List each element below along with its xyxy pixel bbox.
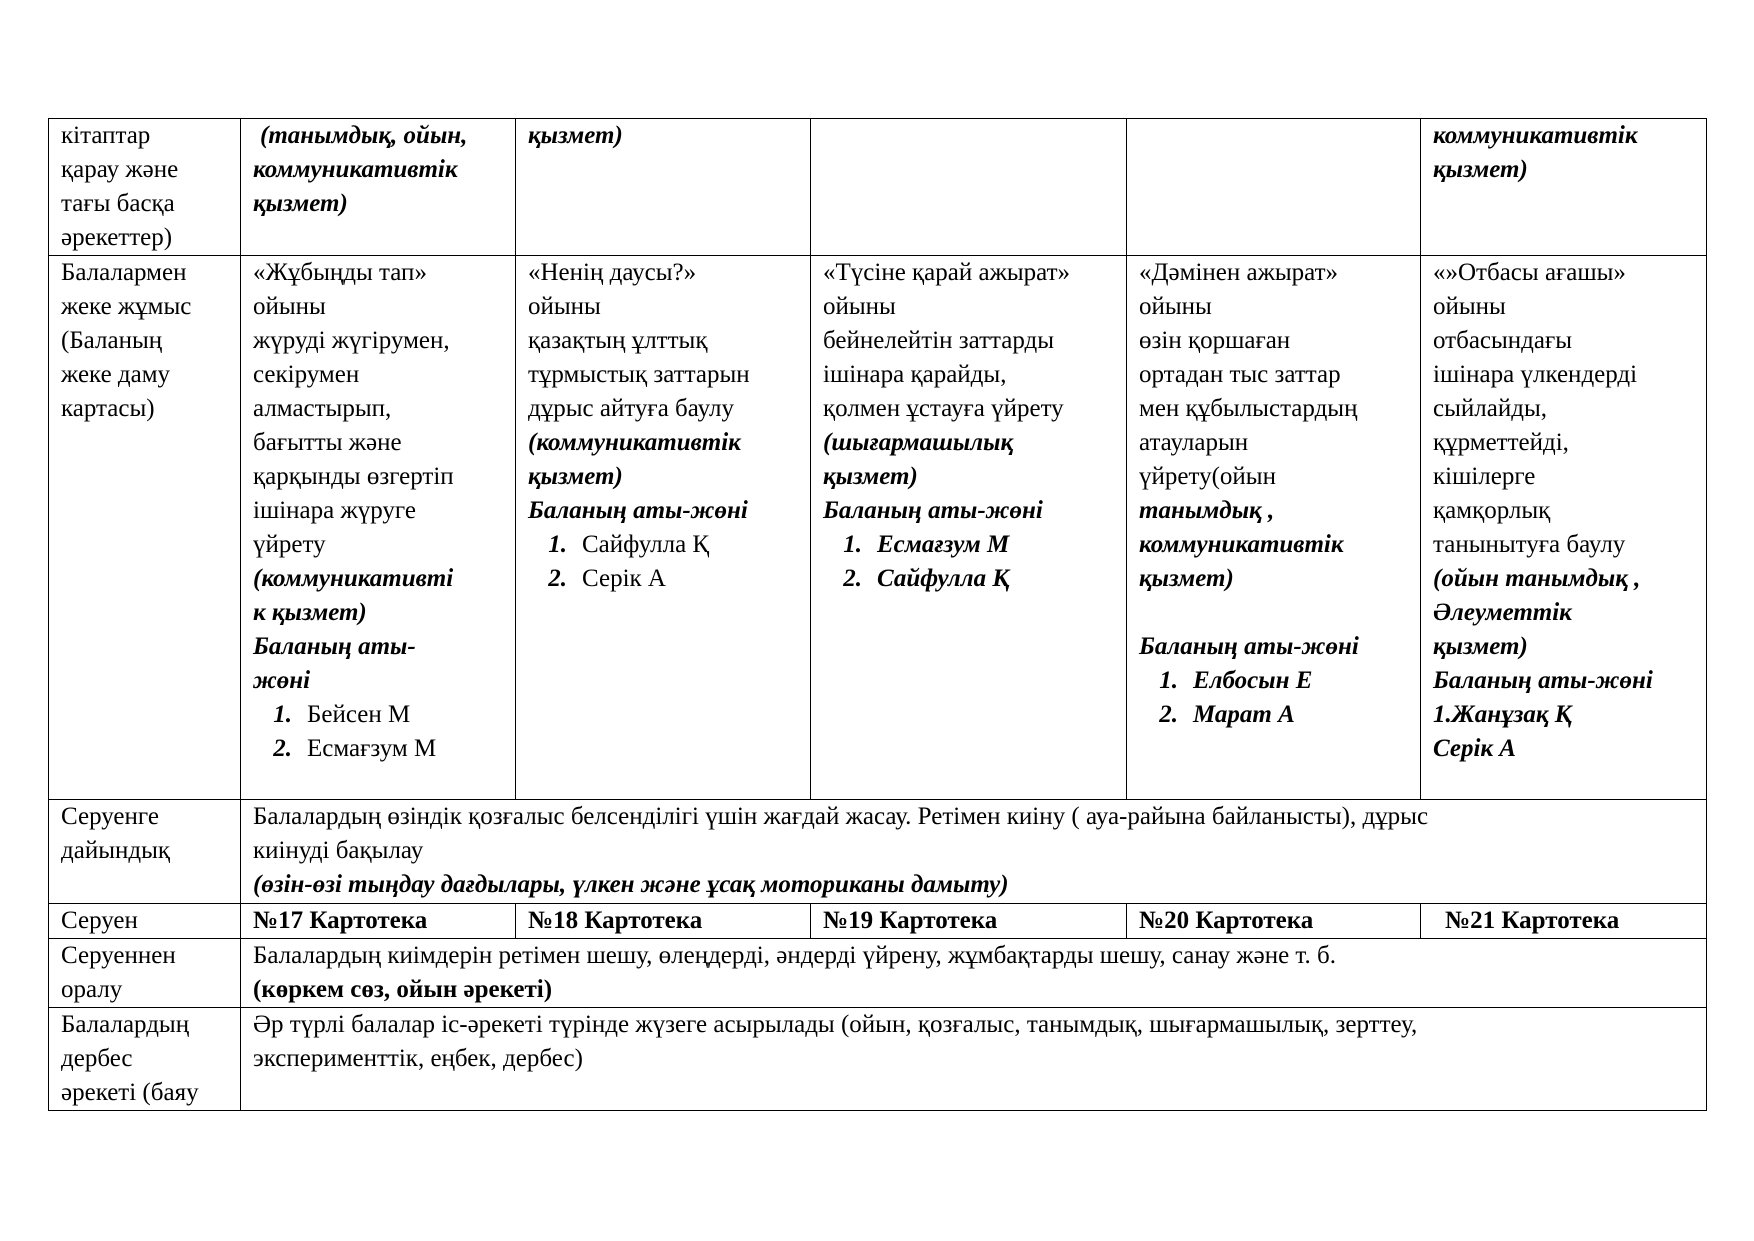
plan-table [48,118,1707,1111]
books-cell-4 [1127,119,1421,256]
child-list-item: 2. Сайфулла Қ [843,565,1010,592]
row-free [49,1008,1707,1111]
label-prep: Серуенге дайындық [49,800,241,904]
label-free: Балалардың дербес әрекеті (баяу [49,1008,241,1111]
row-books [49,119,1707,256]
individual-cell-3: «Түсіне қарай ажырат» ойыны бейнелейтін заттарды ішінара қарайды, қолмен ұстауға үйрету (шығармашылық қызмет) Баланың аты-жөні 1. Есмағзум М 2. Сайфулла Қ [811,256,1127,800]
individual-cell-1: «Жұбыңды тап» ойыны жүруді жүгірумен, секірумен алмастырып, бағытты және қарқынды өзгертіп ішінара жүруге үйрету (коммуникативті к қызмет) Баланың аты- жөні 1. Бейсен М 2. Есмағзум М [241,256,516,800]
child-list-item: Серік А [1433,735,1516,762]
child-list-item: 1. Бейсен М [273,701,411,728]
return-content: Балалардың киімдерін ретімен шешу, өлеңдерді, әндерді үйрену, жұмбақтарды шешу, санау және т. б. (көркем сөз, ойын әрекеті) [241,939,1707,1008]
row-individual [49,256,1707,800]
prep-content: Балалардың өзіндік қозғалыс белсенділігі үшін жағдай жасау. Ретімен киіну ( ауа-райына байланысты), дұрыс киінуді бақылау (өзін-өзі тыңдау дағдылары, үлкен және ұсақ моториканы дамыту) [241,800,1707,904]
walk-card-5: №21 Картотека [1421,904,1707,939]
label-individual: Балалармен жеке жұмыс (Баланың жеке даму картасы) [49,256,241,800]
child-list-item: 2. Серік А [548,565,666,592]
row-walk [49,904,1707,939]
walk-card-1: №17 Картотека [241,904,516,939]
label-return: Серуеннен оралу [49,939,241,1008]
walk-card-4: №20 Картотека [1127,904,1421,939]
child-list-item: 1. Сайфулла Қ [548,531,710,558]
label-books: кітаптар қарау және тағы басқа әрекеттер) [49,119,241,256]
label-walk: Серуен [49,904,241,939]
individual-cell-5: «»Отбасы ағашы» ойыны отбасындағы ішінара үлкендерді сыйлайды, құрметтейді, кішілерге қамқорлық танынытуға баулу (ойын танымдық , Әлеуметтік қызмет) Баланың аты-жөні 1.Жанұзақ Қ Серік А [1421,256,1707,800]
row-return [49,939,1707,1008]
child-list-item: 2. Есмағзум М [273,735,437,762]
child-list-item: 1. Елбосын Е [1159,667,1313,694]
individual-cell-4: «Дәмінен ажырат» ойыны өзін қоршаған ортадан тыс заттар мен құбылыстардың атауларын үйрету(ойын танымдық , коммуникативтік қызмет) Баланың аты-жөні 1. Елбосын Е 2. Марат А [1127,256,1421,800]
child-list-item: 2. Марат А [1159,701,1295,728]
books-cell-5: коммуникативтік қызмет) [1421,119,1707,256]
walk-card-2: №18 Картотека [516,904,811,939]
walk-card-3: №19 Картотека [811,904,1127,939]
child-list-item: 1. Есмағзум М [843,531,1010,558]
child-list-item: 1.Жанұзақ Қ [1433,701,1572,728]
free-content: Әр түрлі балалар іс-әрекеті түрінде жүзеге асырылады (ойын, қозғалыс, танымдық, шығармашылық, зерттеу, эксперименттік, еңбек, дербес) [241,1008,1707,1111]
books-cell-3 [811,119,1127,256]
individual-cell-2: «Ненің даусы?» ойыны қазақтың ұлттық тұрмыстық заттарын дұрыс айтуға баулу (коммуникативтік қызмет) Баланың аты-жөні 1. Сайфулла Қ 2. Серік А [516,256,811,800]
books-cell-2: қызмет) [516,119,811,256]
books-cell-1: (танымдық, ойын, коммуникативтік қызмет) [241,119,516,256]
row-prep [49,800,1707,904]
